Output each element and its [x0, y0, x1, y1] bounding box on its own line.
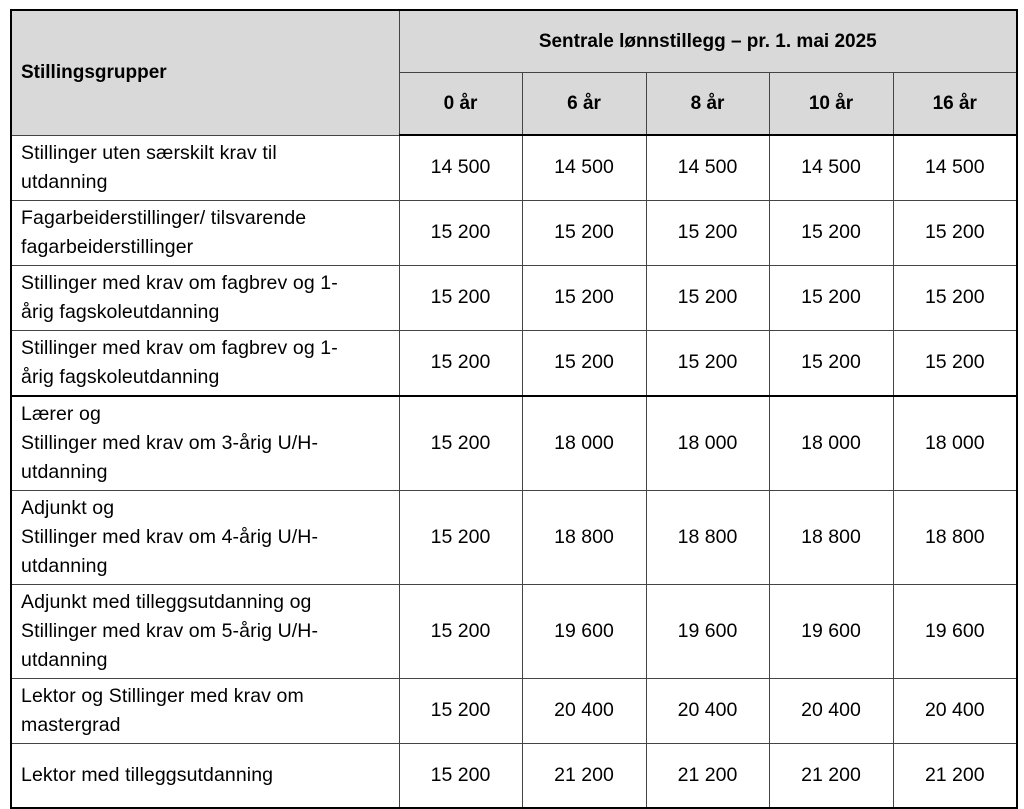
value-cell: 15 200 — [399, 743, 522, 808]
row-label-line: mastergrad — [21, 713, 121, 736]
value-cell: 14 500 — [399, 135, 522, 200]
row-label — [11, 330, 399, 396]
value-cell: 14 500 — [522, 135, 646, 200]
table-row — [11, 490, 1017, 584]
row-label-line: Fagarbeiderstillinger/ tilsvarende — [21, 206, 307, 229]
value-cell: 14 500 — [769, 135, 893, 200]
value-cell: 15 200 — [646, 265, 769, 330]
col-header-8-ar: 8 år — [646, 73, 769, 136]
value-cell: 15 200 — [893, 265, 1017, 330]
row-label-line: Stillinger med krav om fagbrev og 1- — [21, 271, 338, 294]
row-label-line: Adjunkt med tilleggsutdanning og — [21, 590, 312, 613]
value-cell: 18 000 — [522, 396, 646, 491]
col-header-10-ar: 10 år — [769, 73, 893, 136]
row-label-line: Lektor og Stillinger med krav om — [21, 684, 304, 707]
row-label — [11, 265, 399, 330]
value-cell: 21 200 — [769, 743, 893, 808]
row-label — [11, 396, 399, 491]
value-cell: 15 200 — [769, 200, 893, 265]
table-row — [11, 678, 1017, 743]
value-cell: 15 200 — [399, 678, 522, 743]
row-label-line: årig fagskoleutdanning — [21, 300, 220, 323]
header-sentrale-lonnstillegg: Sentrale lønnstillegg – pr. 1. mai 2025 — [399, 10, 1017, 73]
row-label — [11, 200, 399, 265]
value-cell: 18 000 — [893, 396, 1017, 491]
row-label-line: utdanning — [21, 648, 108, 671]
row-label-line: Stillinger med krav om 5-årig U/H- — [21, 619, 319, 642]
value-cell: 15 200 — [646, 200, 769, 265]
table-row — [11, 330, 1017, 396]
value-cell: 19 600 — [522, 584, 646, 678]
table-row — [11, 396, 1017, 491]
col-header-0-ar: 0 år — [399, 73, 522, 136]
value-cell: 21 200 — [522, 743, 646, 808]
value-cell: 19 600 — [769, 584, 893, 678]
value-cell: 20 400 — [522, 678, 646, 743]
row-label-line: Stillinger med krav om fagbrev og 1- — [21, 336, 338, 359]
table-row — [11, 584, 1017, 678]
row-label-line: utdanning — [21, 170, 108, 193]
value-cell: 15 200 — [399, 330, 522, 396]
row-label-line: utdanning — [21, 554, 108, 577]
row-label-line: Stillinger med krav om 4-årig U/H- — [21, 525, 319, 548]
value-cell: 15 200 — [399, 396, 522, 491]
row-label-line: Stillinger med krav om 3-årig U/H- — [21, 431, 319, 454]
table-body — [11, 135, 1017, 808]
value-cell: 14 500 — [893, 135, 1017, 200]
row-label — [11, 678, 399, 743]
row-label — [11, 743, 399, 808]
value-cell: 15 200 — [893, 330, 1017, 396]
value-cell: 15 200 — [522, 200, 646, 265]
value-cell: 18 000 — [646, 396, 769, 491]
row-label-line: Lektor med tilleggsutdanning — [21, 763, 274, 786]
value-cell: 15 200 — [522, 330, 646, 396]
value-cell: 19 600 — [893, 584, 1017, 678]
value-cell: 15 200 — [646, 330, 769, 396]
value-cell: 20 400 — [893, 678, 1017, 743]
value-cell: 18 800 — [646, 490, 769, 584]
table-row — [11, 265, 1017, 330]
row-label — [11, 135, 399, 200]
value-cell: 15 200 — [399, 584, 522, 678]
value-cell: 21 200 — [893, 743, 1017, 808]
value-cell: 18 000 — [769, 396, 893, 491]
table-row — [11, 135, 1017, 200]
value-cell: 15 200 — [893, 200, 1017, 265]
row-label — [11, 490, 399, 584]
value-cell: 15 200 — [769, 265, 893, 330]
row-label-line: utdanning — [21, 460, 108, 483]
value-cell: 15 200 — [522, 265, 646, 330]
value-cell: 18 800 — [769, 490, 893, 584]
col-header-16-ar: 16 år — [893, 73, 1017, 136]
salary-table — [10, 9, 1018, 809]
value-cell: 19 600 — [646, 584, 769, 678]
value-cell: 18 800 — [893, 490, 1017, 584]
value-cell: 18 800 — [522, 490, 646, 584]
row-label-line: fagarbeiderstillinger — [21, 235, 194, 258]
header-stillingsgrupper: Stillingsgrupper — [11, 10, 399, 135]
value-cell: 15 200 — [399, 200, 522, 265]
col-header-6-ar: 6 år — [522, 73, 646, 136]
value-cell: 15 200 — [399, 265, 522, 330]
value-cell: 15 200 — [769, 330, 893, 396]
table-row — [11, 200, 1017, 265]
value-cell: 20 400 — [646, 678, 769, 743]
row-label-line: Adjunkt og — [21, 496, 115, 519]
value-cell: 20 400 — [769, 678, 893, 743]
table-row — [11, 743, 1017, 808]
value-cell: 15 200 — [399, 490, 522, 584]
row-label — [11, 584, 399, 678]
row-label-line: Lærer og — [21, 402, 101, 425]
value-cell: 21 200 — [646, 743, 769, 808]
row-label-line: årig fagskoleutdanning — [21, 365, 220, 388]
value-cell: 14 500 — [646, 135, 769, 200]
row-label-line: Stillinger uten særskilt krav til — [21, 141, 277, 164]
